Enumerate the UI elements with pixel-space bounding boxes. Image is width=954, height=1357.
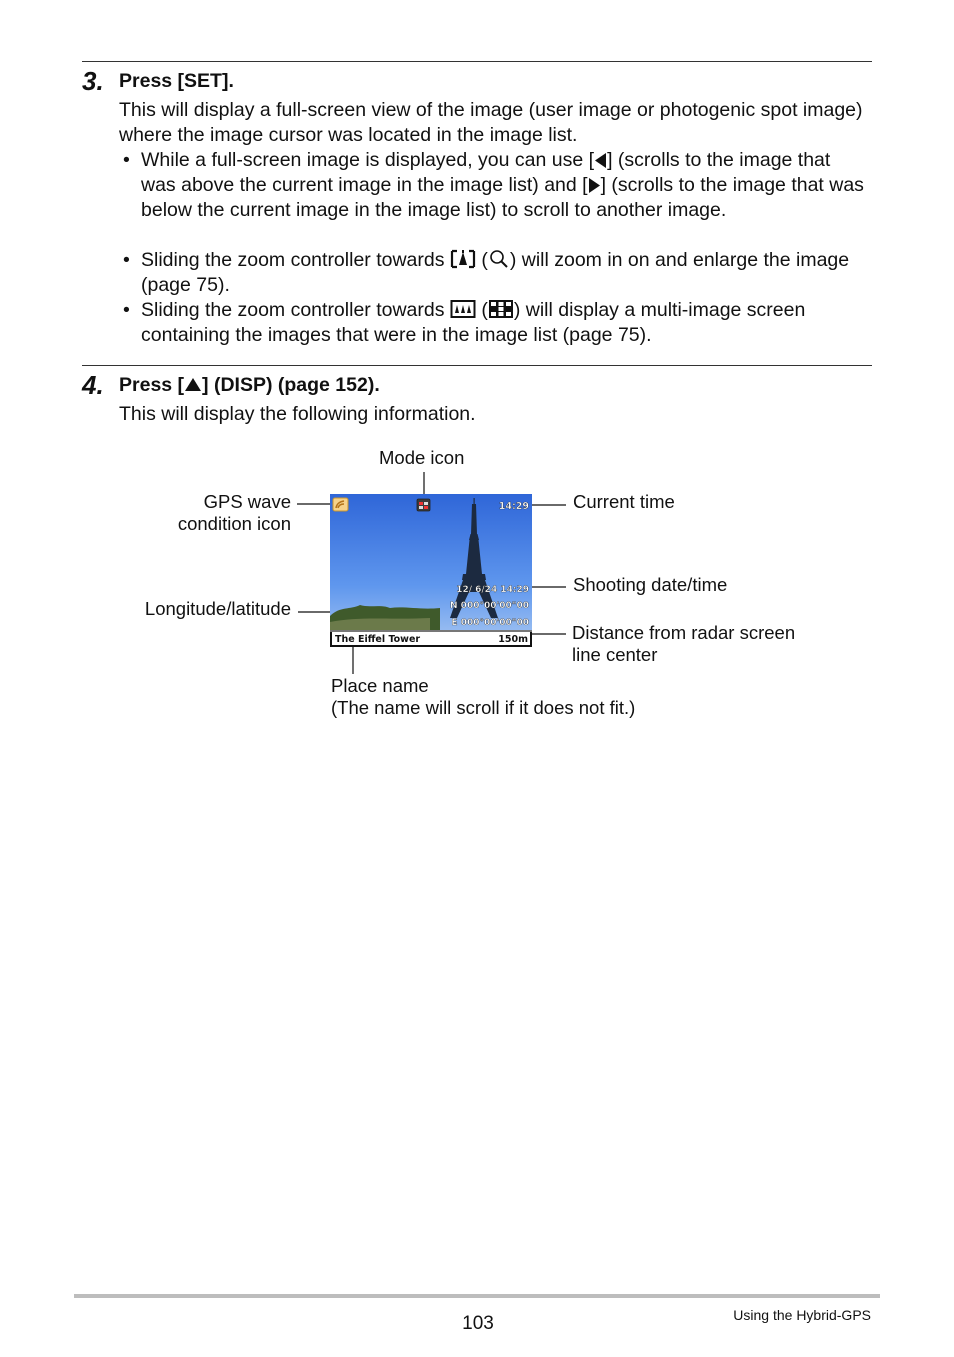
gps-wave-icon bbox=[333, 498, 348, 511]
right-arrow-icon bbox=[588, 177, 601, 194]
step-4-intro: This will display the following information. bbox=[119, 403, 476, 425]
screen-distance: 150m bbox=[498, 634, 528, 645]
camera-screen bbox=[330, 494, 532, 647]
step-3-bullet-3: • Sliding the zoom controller towards ( ) will display a multi-image screen containing the images that were in the image list (page 75). bbox=[123, 299, 806, 346]
multi-image-icon bbox=[488, 299, 514, 319]
step-3-intro: This will display a full-screen view of the image (user image or photogenic spot image) where the image cursor was located in the image list. bbox=[119, 99, 863, 146]
footer-bar bbox=[74, 1294, 880, 1298]
label-gps-wave-1: GPS wave bbox=[203, 491, 291, 512]
screen-place-name: The Eiffel Tower bbox=[335, 634, 421, 645]
mid-rule bbox=[82, 365, 872, 366]
step-3-title: Press [SET]. bbox=[119, 70, 234, 92]
label-longitude-latitude: Longitude/latitude bbox=[144, 598, 291, 619]
zoom-wide-icon bbox=[450, 299, 476, 319]
label-gps-wave-2: condition icon bbox=[177, 513, 291, 534]
label-distance-2: line center bbox=[572, 644, 658, 665]
step-3-bullet-2: • Sliding the zoom controller towards ( ) will zoom in on and enlarge the image (page 75). bbox=[123, 249, 850, 296]
mode-icon bbox=[417, 499, 430, 511]
step-3-number: 3. bbox=[82, 66, 104, 96]
label-current-time: Current time bbox=[573, 491, 675, 512]
screen-east: E 000°00'00"00 bbox=[451, 618, 529, 628]
left-arrow-icon bbox=[594, 152, 607, 169]
section-name: Using the Hybrid-GPS bbox=[733, 1307, 871, 1323]
top-rule bbox=[82, 61, 872, 62]
label-place-name-1: Place name bbox=[331, 675, 429, 696]
zoom-telephoto-icon bbox=[450, 249, 476, 269]
up-arrow-icon bbox=[184, 377, 202, 392]
magnifier-icon bbox=[488, 249, 510, 269]
step-4-number: 4. bbox=[82, 370, 104, 400]
step-3-bullet-1: • While a full-screen image is displayed, you can use [ ] (scrolls to the image that was above the current image in the image list) and [ ] (scrolls to the image that was below the current image in the image list) to scroll to another image. bbox=[123, 149, 864, 221]
label-mode-icon: Mode icon bbox=[379, 447, 465, 468]
label-shooting-datetime: Shooting date/time bbox=[573, 574, 728, 595]
screen-shooting-datetime: 12/ 6/24 14:29 bbox=[456, 585, 529, 595]
label-distance-1: Distance from radar screen bbox=[572, 622, 796, 643]
page-number: 103 bbox=[462, 1313, 494, 1334]
step-4-title: Press [ ] (DISP) (page 152). bbox=[119, 374, 380, 396]
label-place-name-2: (The name will scroll if it does not fit.) bbox=[331, 697, 636, 718]
screen-current-time: 14:29 bbox=[498, 501, 529, 512]
screen-north: N 000°00'00"00 bbox=[450, 601, 529, 611]
